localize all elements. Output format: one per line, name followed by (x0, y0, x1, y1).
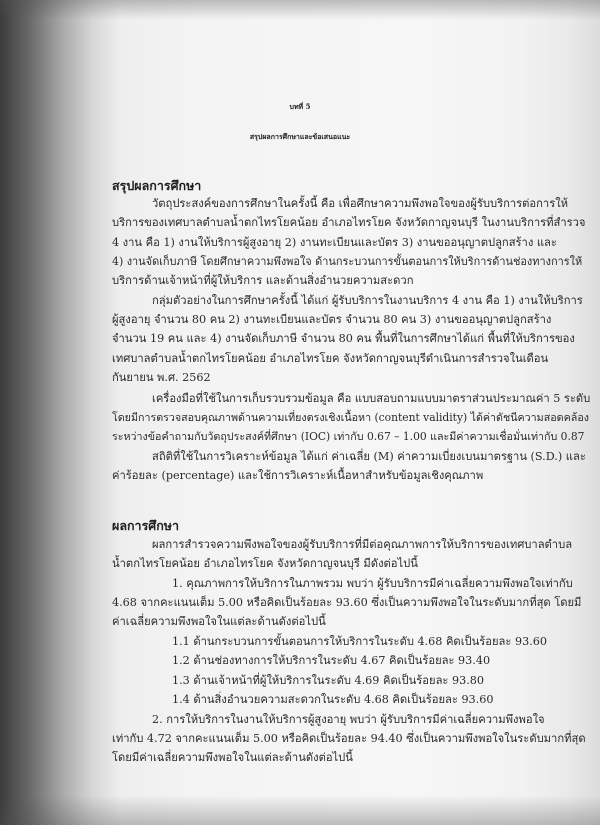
paragraph-line: บริการด้านเจ้าหน้าที่ผู้ให้บริการ และด้านสิ่งอำนวยความสะดวก (112, 274, 414, 287)
section-heading-summary: สรุปผลการศึกษา (112, 178, 202, 193)
chapter-number: บทที่ 5 (289, 102, 311, 111)
paragraph-line: สถิติที่ใช้ในการวิเคราะห์ข้อมูล ได้แก่ ค่าเฉลี่ย (M) ค่าความเบี่ยงเบนมาตรฐาน (S.D.) และ (152, 450, 586, 463)
paragraph-line: โดยมีการตรวจสอบคุณภาพด้านความเที่ยงตรงเชิงเนื้อหา (content validity) ได้ค่าดัชนีความสอดคล้อง (112, 411, 589, 424)
paragraph-line: วัตถุประสงค์ของการศึกษาในครั้งนี้ คือ เพื่อศึกษาความพึงพอใจของผู้รับบริการต่อการให้ (152, 197, 569, 210)
paragraph-line: จำนวน 19 คน และ 4) งานจัดเก็บภาษี จำนวน 80 คน พื้นที่ในการศึกษาได้แก่ พื้นที่ให้บริการของ (112, 332, 575, 345)
section-heading-results: ผลการศึกษา (112, 518, 180, 533)
paragraph-line: ผู้สูงอายุ จำนวน 80 คน 2) งานทะเบียนและบัตร จำนวน 80 คน 3) งานขออนุญาตปลูกสร้าง (112, 313, 552, 326)
paragraph-line: ผลการสำรวจความพึงพอใจของผู้รับบริการที่มีต่อคุณภาพการให้บริการของเทศบาลตำบล (152, 538, 573, 551)
paragraph-line: ค่าร้อยละ (percentage) และใช้การวิเคราะห์เนื้อหาสำหรับข้อมูลเชิงคุณภาพ (112, 469, 484, 482)
paragraph-line: ระหว่างข้อคำถามกับวัตถุประสงค์ที่ศึกษา (IOC) เท่ากับ 0.67 – 1.00 และมีค่าความเชื่อมั่นเท่ากับ 0.87 (112, 430, 585, 443)
list-item: 1.4 ด้านสิ่งอำนวยความสะดวกในระดับ 4.68 คิดเป็นร้อยละ 93.60 (172, 693, 494, 706)
scan-shadow-top (0, 0, 600, 20)
paragraph-line: กันยายน พ.ศ. 2562 (112, 371, 211, 384)
paragraph-line: ค่าเฉลี่ยความพึงพอใจในแต่ละด้านดังต่อไปนี้ (112, 615, 326, 628)
paragraph-line: บริการของเทศบาลตำบลน้ำตกไทรโยคน้อย อำเภอไทรโยค จังหวัดกาญจนบุรี ในงานบริการที่สำรวจ (112, 216, 586, 229)
paragraph-line: โดยมีค่าเฉลี่ยความพึงพอใจในแต่ละด้านดังต่อไปนี้ (112, 751, 353, 764)
paragraph-line: 4 งาน คือ 1) งานให้บริการผู้สูงอายุ 2) งานทะเบียนและบัตร 3) งานขออนุญาตปลูกสร้าง และ (112, 236, 557, 249)
paragraph-line: เทศบาลตำบลน้ำตกไทรโยคน้อย อำเภอไทรโยค จังหวัดกาญจนบุรีดำเนินการสำรวจในเดือน (112, 352, 549, 365)
list-item: 1.2 ด้านช่องทางการให้บริการในระดับ 4.67 คิดเป็นร้อยละ 93.40 (172, 654, 491, 667)
paragraph-line: 2. การให้บริการในงานให้บริการผู้สูงอายุ พบว่า ผู้รับบริการมีค่าเฉลี่ยความพึงพอใจ (152, 713, 545, 726)
paragraph-line: 4) งานจัดเก็บภาษี โดยศึกษาความพึงพอใจ ด้านกระบวนการขั้นตอนการให้บริการด้านช่องทางการให้ (112, 255, 583, 268)
paragraph-line: 4.68 จากคะแนนเต็ม 5.00 หรือคิดเป็นร้อยละ 93.60 ซึ่งเป็นความพึงพอใจในระดับมากที่สุด โดยมี (112, 596, 582, 609)
paragraph-line: น้ำตกไทรโยคน้อย อำเภอไทรโยค จังหวัดกาญจนบุรี มีดังต่อไปนี้ (112, 557, 418, 570)
paragraph-line: กลุ่มตัวอย่างในการศึกษาครั้งนี้ ได้แก่ ผู้รับบริการในงานบริการ 4 งาน คือ 1) งานให้บริการ (152, 294, 583, 307)
scan-shadow-bottom (0, 795, 600, 825)
paragraph-line: เครื่องมือที่ใช้ในการเก็บรวบรวมข้อมูล คือ แบบสอบถามแบบมาตราส่วนประมาณค่า 5 ระดับ (152, 392, 591, 405)
list-item: 1.3 ด้านเจ้าหน้าที่ผู้ให้บริการในระดับ 4.69 คิดเป็นร้อยละ 93.80 (172, 674, 485, 687)
paragraph-line: เท่ากับ 4.72 จากคะแนนเต็ม 5.00 หรือคิดเป็นร้อยละ 94.40 ซึ่งเป็นความพึงพอใจในระดับมากที่สุด (112, 732, 586, 745)
chapter-title: สรุปผลการศึกษาและข้อเสนอแนะ (249, 132, 351, 141)
list-item: 1.1 ด้านกระบวนการขั้นตอนการให้บริการในระดับ 4.68 คิดเป็นร้อยละ 93.60 (172, 635, 548, 648)
paragraph-line: 1. คุณภาพการให้บริการในภาพรวม พบว่า ผู้รับบริการมีค่าเฉลี่ยความพึงพอใจเท่ากับ (172, 577, 573, 590)
